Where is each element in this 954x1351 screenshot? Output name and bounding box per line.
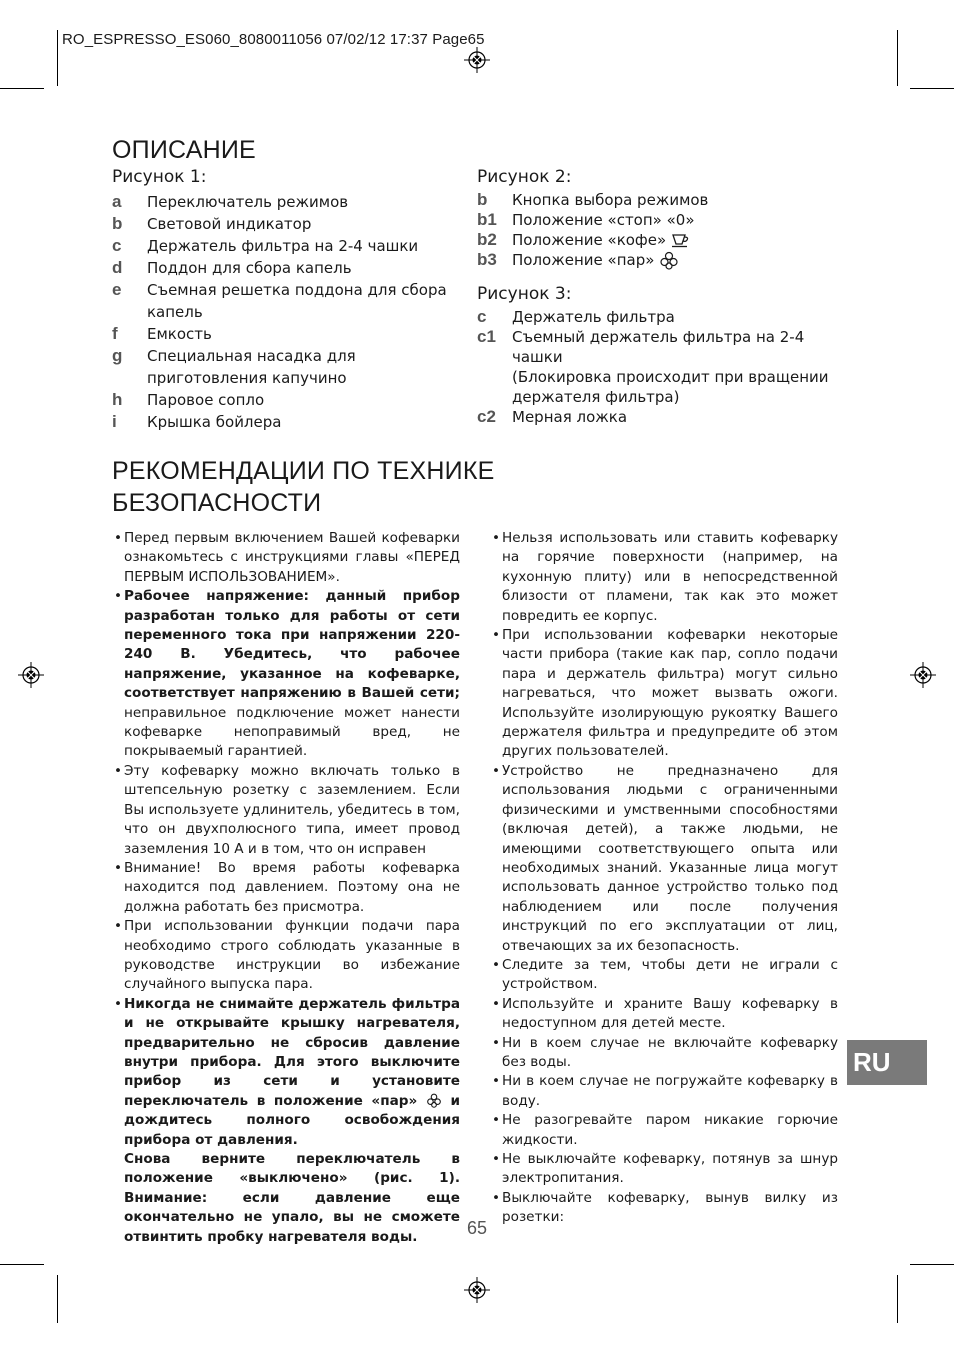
list-item [112, 257, 462, 279]
crop-mark [0, 1264, 44, 1265]
safety-item [114, 587, 460, 762]
list-item [112, 411, 462, 433]
item-letter: c1 [477, 327, 496, 346]
figure-3-legend [477, 284, 837, 427]
safety-item-bold: Снова верните переключатель в положение «выключено» (рис. 1). Внимание: если давление еще окончательно не упало, вы не сможете отвинтить пробку нагревателя воды. [124, 1151, 460, 1245]
item-text: Переключатель режимов [147, 193, 349, 211]
registration-mark-icon [464, 1277, 490, 1303]
safety-item: • Выключайте кофеварку, вынув вилку из розетки: [492, 1189, 838, 1228]
safety-item: • При использовании кофеварки некоторые части прибора (такие как пар, сопло подачи пара и держатель фильтра) могут сильно нагреваться, что может вызвать ожоги. Используйте изолирующую рукоятку Вашего держателя фильтра и предупредите об этом других пользователей. [492, 626, 838, 762]
section-title-line: БЕЗОПАСНОСТИ [112, 489, 322, 517]
figure-1-label: Рисунок 1: [112, 167, 207, 187]
item-text: Специальная насадка для приготовления капучино [147, 347, 356, 387]
safety-item: • Не разогревайте паром никакие горючие жидкости. [492, 1111, 838, 1150]
item-text: Съемная решетка поддона для сбора капель [147, 281, 447, 321]
figure-1-list [112, 191, 462, 433]
safety-item: • Внимание! Во время работы кофеварка находится под давлением. Поэтому она не должна работать без присмотра. [114, 859, 460, 917]
item-letter: h [112, 390, 123, 409]
item-text: Мерная ложка [512, 408, 628, 426]
safety-item: • Перед первым включением Вашей кофеварки ознакомьтесь с инструкциями главы «ПЕРЕД ПЕРВЫМ ИСПОЛЬЗОВАНИЕМ». [114, 529, 460, 587]
registration-mark-icon [18, 662, 44, 688]
item-text: Паровое сопло [147, 391, 265, 409]
registration-mark-icon [910, 662, 936, 688]
section-title-safety [112, 455, 494, 519]
list-item [477, 250, 837, 270]
list-item [477, 307, 837, 327]
safety-item: • Ни в коем случае не погружайте кофеварку в воду. [492, 1072, 838, 1111]
item-text: Положение «пар» [512, 251, 655, 269]
item-letter: b3 [477, 250, 497, 269]
page-number: 65 [466, 1218, 488, 1238]
list-item [477, 210, 837, 230]
crop-mark [57, 30, 58, 86]
item-letter: e [112, 280, 122, 299]
safety-item-bold: Рабочее напряжение: данный прибор разработан только для работы от сети переменного тока при напряжении 220-240 В. Убедитесь, что рабочее напряжение, указанное на кофеварке, соответствует напряжению в Вашей сети; [124, 588, 460, 702]
list-item [112, 345, 462, 389]
item-text: Держатель фильтра на 2-4 чашки [147, 237, 419, 255]
crop-mark [0, 88, 44, 89]
figure-2-label: Рисунок 2: [477, 167, 572, 187]
list-item [112, 235, 462, 257]
item-text: Емкость [147, 325, 212, 343]
crop-mark [910, 88, 954, 89]
language-tab: RU [847, 1040, 927, 1085]
list-item [477, 190, 837, 210]
safety-item-text: неправильное подключение может нанести кофеварке непоправимый вред, не покрываемый гарантией. [124, 704, 460, 760]
safety-right-column [492, 529, 838, 1228]
figure-3-list [477, 307, 837, 427]
item-text: Держатель фильтра [512, 308, 675, 326]
crop-mark [910, 1264, 954, 1265]
item-text: Положение «кофе» [512, 231, 667, 249]
item-letter: a [112, 192, 122, 211]
item-letter: b1 [477, 210, 497, 229]
print-slug: RO_ESPRESSO_ES060_8080011056 07/02/12 17:37 Page65 [62, 31, 485, 48]
figure-2-list [477, 190, 837, 270]
section-title-line: РЕКОМЕНДАЦИИ ПО ТЕХНИКЕ [112, 457, 495, 485]
safety-item [114, 995, 460, 1150]
item-text: (Блокировка происходит при вращении держателя фильтра) [512, 368, 829, 406]
steam-icon [659, 251, 679, 270]
item-letter: i [112, 412, 117, 431]
list-item [477, 230, 837, 250]
crop-mark [897, 1275, 898, 1323]
registration-mark-icon [464, 47, 490, 73]
item-text: Кнопка выбора режимов [512, 191, 709, 209]
safety-item: • Используйте и храните Вашу кофеварку в недоступном для детей месте. [492, 995, 838, 1034]
figure-2-legend [477, 167, 837, 270]
item-text: Съемный держатель фильтра на 2-4 чашки [512, 328, 805, 366]
safety-item: • Следите за тем, чтобы дети не играли с устройством. [492, 956, 838, 995]
safety-item: • Эту кофеварку можно включать только в штепсельную розетку с заземлением. Если Вы используете удлинитель, убедитесь в том, что он двухполюсного типа, имеет провод заземления 10 А и в том, что он исправен [114, 762, 460, 859]
safety-left-column [114, 529, 460, 1247]
item-letter: c [112, 236, 122, 255]
safety-item-bold: Никогда не снимайте держатель фильтра и не открывайте крышку нагревателя, предварительно не сбросив давление внутри прибора. Для этого выключите прибор из сети и установите переключатель в положение «пар» [124, 995, 460, 1109]
safety-item: • Не выключайте кофеварку, потянув за шнур электропитания. [492, 1150, 838, 1189]
item-text: Положение «стоп» «0» [512, 211, 695, 229]
item-letter: g [112, 346, 123, 365]
safety-item: • Устройство не предназначено для использования людьми с ограниченными физическими и умственными способностями (включая детей), а также людьми, не имеющими соответствующего опыта или необходимых знаний. Указанные лица могут использовать данное устройство только под наблюдением или после получения инструкций по его эксплуатации от лиц, отвечающих за их безопасность. [492, 762, 838, 956]
list-item [112, 191, 462, 213]
list-item [477, 407, 837, 427]
section-title-description: ОПИСАНИЕ [112, 136, 256, 164]
list-item [112, 323, 462, 345]
item-letter: d [112, 258, 123, 277]
safety-item-bold: и дождитесь полного освобождения прибора от давления. [124, 1092, 461, 1148]
item-letter: b [112, 214, 123, 233]
item-letter: c [477, 307, 487, 326]
item-letter: b [477, 190, 488, 209]
safety-item: • При использовании функции подачи пара необходимо строго соблюдать указанные в руководстве инструкции во избежание случайного выпуска пара. [114, 917, 460, 995]
item-letter: c2 [477, 407, 496, 426]
crop-mark [897, 30, 898, 86]
coffee-cup-icon [671, 232, 691, 249]
crop-mark [57, 1275, 58, 1323]
list-item [477, 367, 837, 407]
item-letter: f [112, 324, 118, 343]
figure-3-label: Рисунок 3: [477, 284, 572, 304]
item-text: Крышка бойлера [147, 413, 282, 431]
list-item [112, 389, 462, 411]
list-item [477, 327, 837, 367]
safety-item: • Нельзя использовать или ставить кофеварку на горячие поверхности (например, на кухонную плиту) или в непосредственной близости от пламени, так как это может повредить ее корпус. [492, 529, 838, 626]
item-text: Поддон для сбора капель [147, 259, 352, 277]
safety-item: • Ни в коем случае не включайте кофеварку без воды. [492, 1034, 838, 1073]
list-item [112, 279, 462, 323]
item-text: Световой индикатор [147, 215, 312, 233]
list-item [112, 213, 462, 235]
item-letter: b2 [477, 230, 497, 249]
figure-1-legend [112, 167, 462, 433]
steam-icon [426, 1093, 442, 1108]
